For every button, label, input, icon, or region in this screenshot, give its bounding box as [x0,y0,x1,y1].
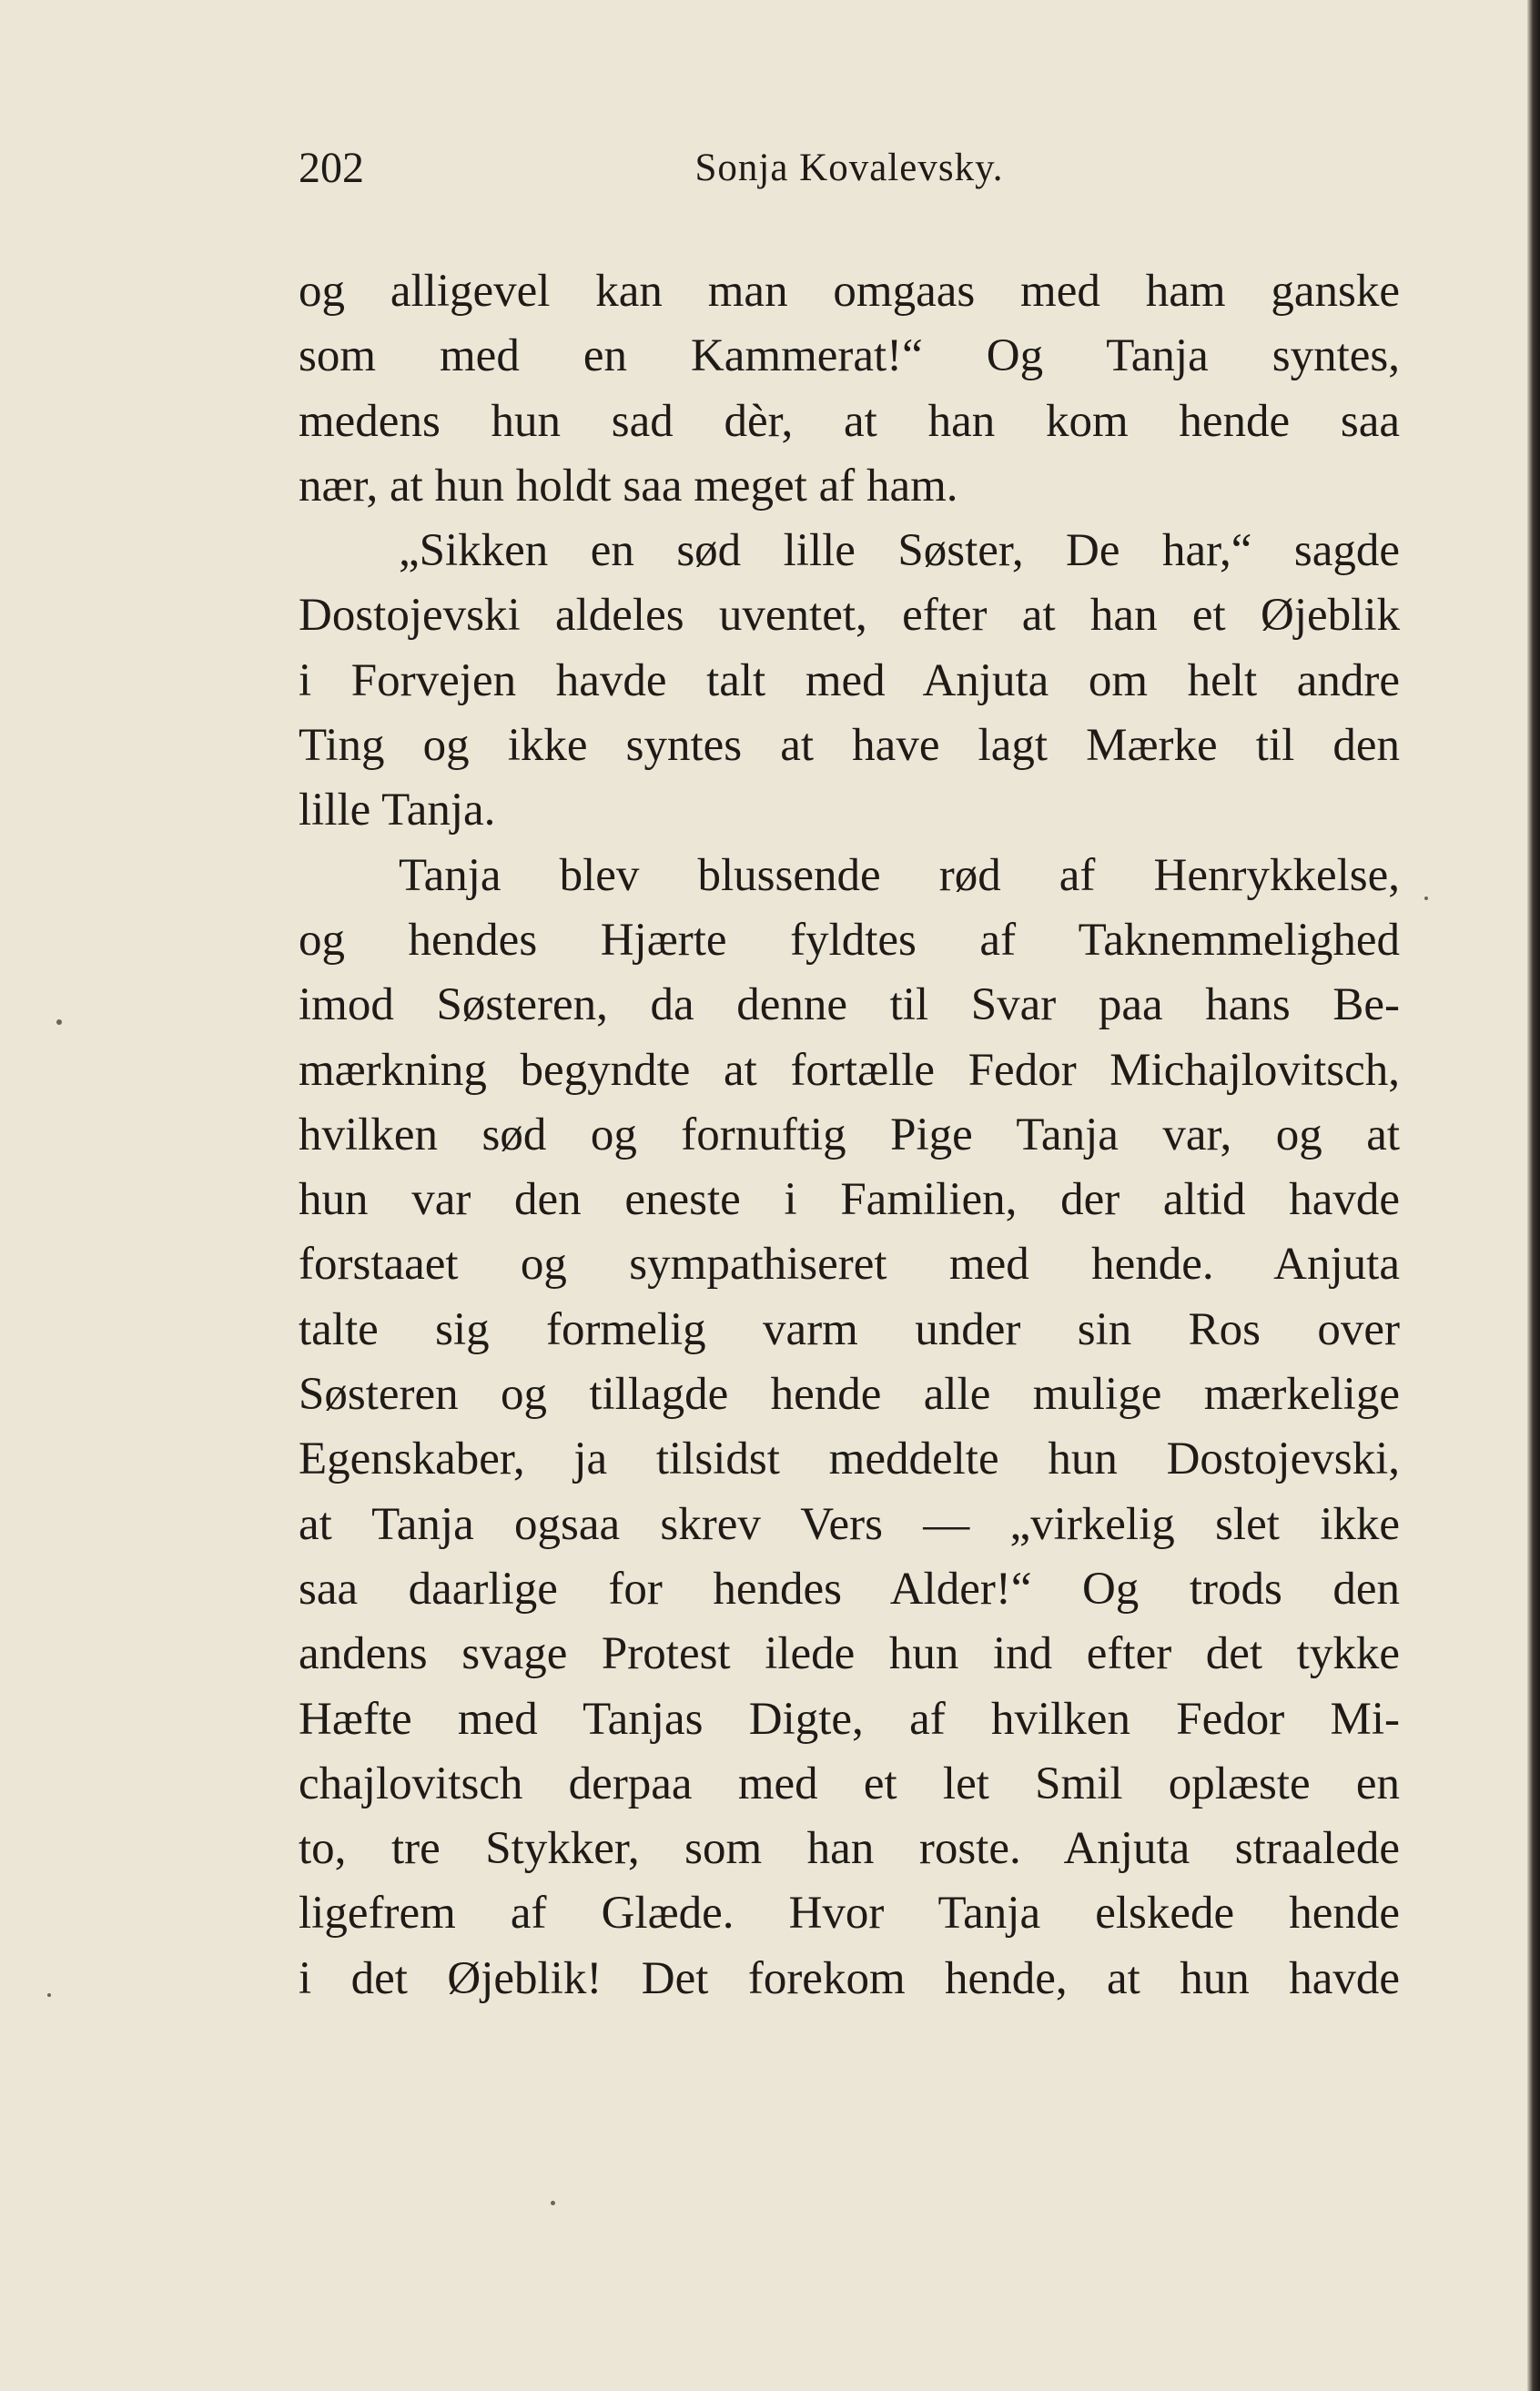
page-number: 202 [299,144,364,192]
text-line: i Forvejen havde talt med Anjuta om helt andre [299,654,1400,706]
text-line: imod Søsteren, da denne til Svar paa hans Be- [299,979,1400,1031]
page-edge-shadow [1527,0,1540,2391]
text-line: Egenskaber, ja tilsidst meddelte hun Dostojevski, [299,1434,1400,1485]
text-line: Ting og ikke syntes at have lagt Mærke til den [299,720,1400,772]
text-line: og alligevel kan man omgaas med ham ganske [299,266,1400,317]
text-line: at Tanja ogsaa skrev Vers — „virkelig slet ikke [299,1498,1400,1550]
text-line: hun var den eneste i Familien, der altid havde [299,1174,1400,1226]
text-line: Dostojevski aldeles uventet, efter at han et Øjeblik [299,590,1400,642]
text-line: og hendes Hjærte fyldtes af Taknemmelighed [299,914,1400,966]
text-line: talte sig formelig varm under sin Ros over [299,1303,1400,1355]
paper-speck [551,2201,555,2205]
paper-speck [1424,897,1428,900]
body-text [299,259,1400,2011]
paper-speck [56,1019,62,1025]
text-line: Hæfte med Tanjas Digte, af hvilken Fedor Mi- [299,1693,1400,1745]
text-line: i det Øjeblik! Det forekom hende, at hun havde [299,1952,1400,2004]
text-line: chajlovitsch derpaa med et let Smil oplæste en [299,1758,1400,1809]
text-line: forstaaet og sympathiseret med hende. Anjuta [299,1239,1400,1291]
text-line: medens hun sad dèr, at han kom hende saa [299,395,1400,447]
text-line: lille Tanja. [299,785,496,836]
paper-speck [47,1993,51,1997]
text-line: saa daarlige for hendes Alder!“ Og trods den [299,1563,1400,1615]
text-line: nær, at hun holdt saa meget af ham. [299,460,958,512]
page-header [299,141,1400,196]
text-line: andens svage Protest ilede hun ind efter det tykke [299,1628,1400,1680]
text-line: „Sikken en sød lille Søster, De har,“ sagde [399,525,1400,577]
text-line: to, tre Stykker, som han roste. Anjuta straalede [299,1823,1400,1875]
text-line: hvilken sød og fornuftig Pige Tanja var, og at [299,1109,1400,1160]
text-line: som med en Kammerat!“ Og Tanja syntes, [299,330,1400,382]
text-line: Søsteren og tillagde hende alle mulige mærkelige [299,1369,1400,1421]
text-line: Tanja blev blussende rød af Henrykkelse, [399,849,1400,901]
text-line: ligefrem af Glæde. Hvor Tanja elskede hende [299,1888,1400,1940]
text-line: mærkning begyndte at fortælle Fedor Michajlovitsch, [299,1044,1400,1096]
running-title: Sonja Kovalevsky. [694,147,1004,189]
